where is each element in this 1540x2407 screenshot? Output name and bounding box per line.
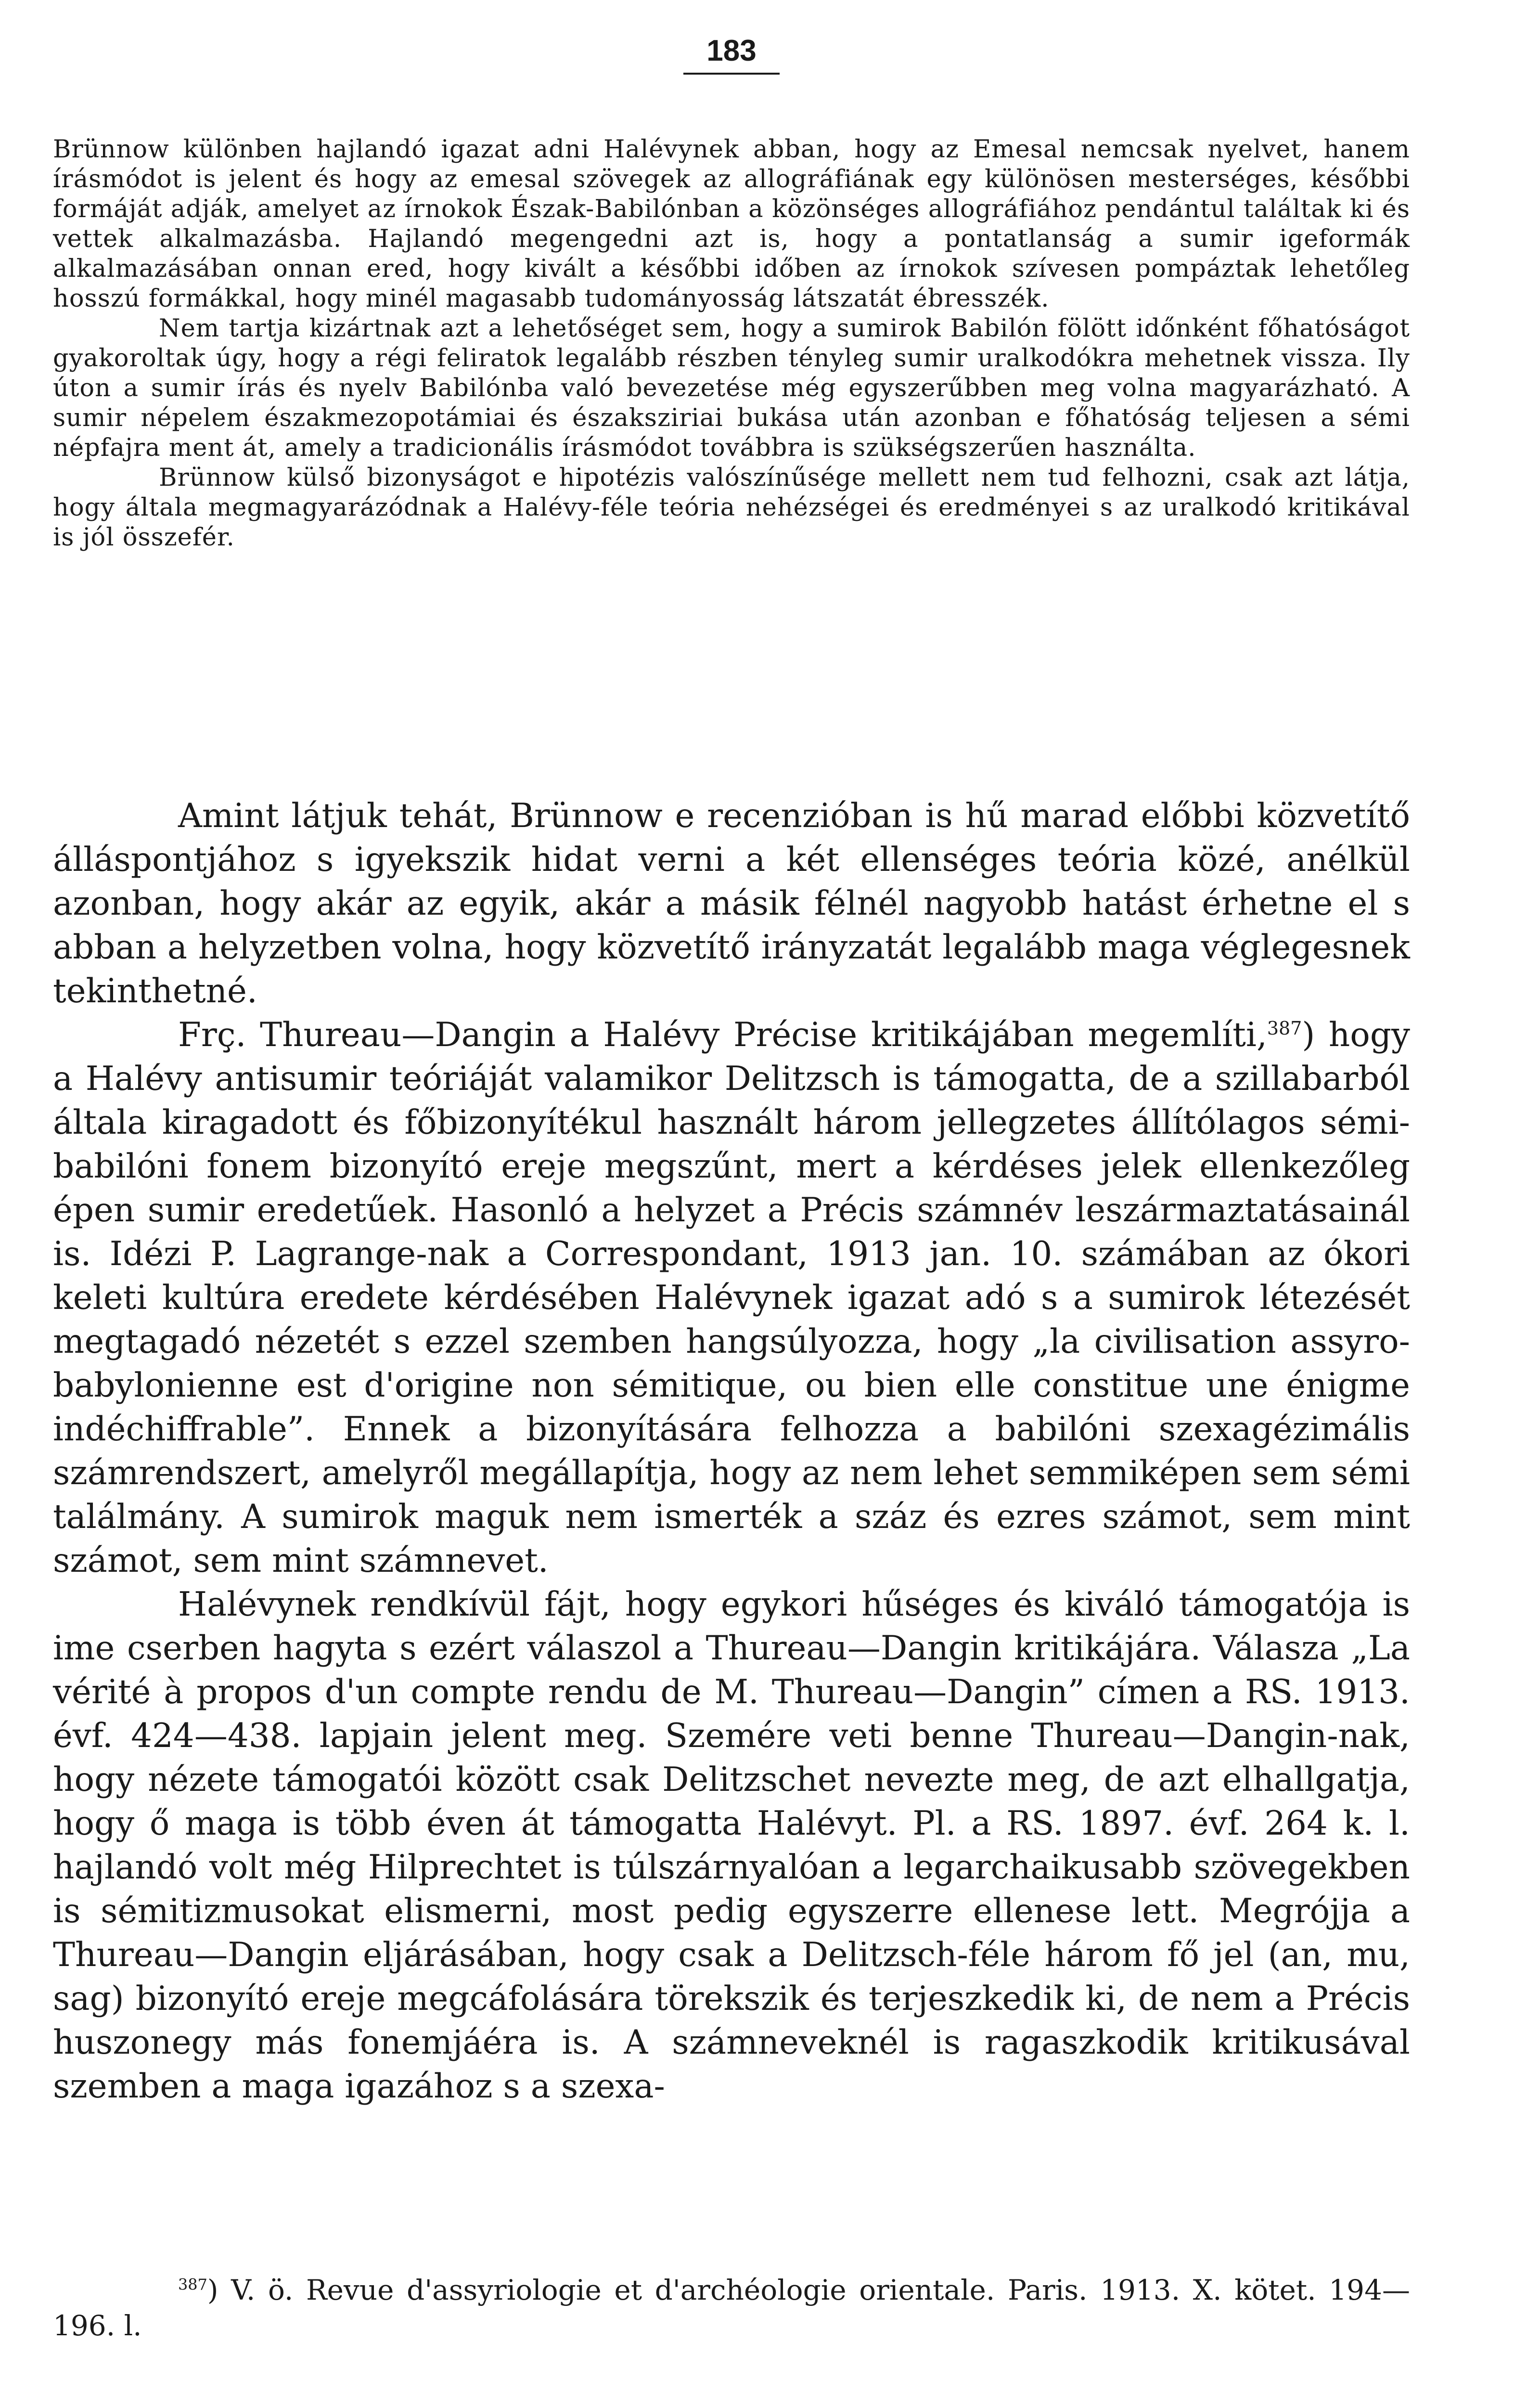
body-paragraph-2-rest: ) hogy a Halévy antisumir teóriáját valamikor Delitzsch is támogatta, de a szillabarból általa kiragadott és főbizonyítékul használt három jellegzetes állítólagos sémi-babilóni fonem bizonyító ereje megszűnt, mert a kérdéses jelek ellenkezőleg épen sumir eredetűek. Hasonló a helyzet a Précis számnév leszármaztatásainál is. Idézi P. Lagrange-nak a Correspondant, 1913 jan. 10. számában az ókori keleti kultúra eredete kérdésében Halévynek igazat adó s a sumirok létezését megtagadó nézetét s ezzel szemben hangsúlyozza, hogy „la civilisation assyro-babylonienne est d'origine non sémitique, ou bien elle constitue une énigme indéchiffrable”. Ennek a bizonyítására felhozza a babilóni szexagézimális számrendszert, amelyről megállapítja, hogy az nem lehet semmiképen sem sémi találmány. A sumirok maguk nem ismerték a száz és ezres számot, sem mint számot, sem mint számnevet. (53, 1016, 1411, 1580)
body-paragraph-1: Amint látjuk tehát, Brünnow e recenzióban is hű marad előbbi közvetítő álláspontjához s igyekszik hidat verni a két ellenséges teória közé, anélkül azonban, hogy akár az egyik, akár a másik félnél nagyobb hatást érhetne el s abban a helyzetben volna, hogy közvetítő irányzatát legalább maga véglegesnek tekinthetné. (53, 797, 1410, 1010)
footnote (53, 2272, 1410, 2343)
quoted-summary-block (53, 135, 1410, 553)
quote-paragraph-2: Nem tartja kizártnak azt a lehetőséget sem, hogy a sumirok Babilón fölött időnként főhatóságot gyakoroltak úgy, hogy a régi feliratok legalább részben tényleg sumir uralkodókra mehetnek vissza. Ily úton a sumir írás és nyelv Babilónba való bevezetése még egyszerűbben meg volna magyarázható. A sumir népelem északmezopotámiai és északsziriai bukása után azonban e főhatóság teljesen a sémi népfajra ment át, amely a tradicionális írásmódot továbbra is szükségszerűen használta. (53, 314, 1410, 462)
body-paragraph-3: Halévynek rendkívül fájt, hogy egykori hűséges és kiváló támogatója is ime cserben hagyta s ezért válaszol a Thureau—Dangin kritikájára. Válasza „La vérité à propos d'un compte rendu de M. Thureau—Dangin” címen a RS. 1913. évf. 424—438. lapjain jelent meg. Szemére veti benne Thureau—Dangin-nak, hogy nézete támogatói között csak Delitzschet nevezte meg, de azt elhallgatja, hogy ő maga is több éven át támogatta Halévyt. Pl. a RS. 1897. évf. 264 k. l. hajlandó volt még Hilprechtet is túlszárnyalóan a legarchaikusabb szövegekben is sémitizmusokat elismerni, most pedig egyszerre ellenese lett. Megrójja a Thureau—Dangin eljárásában, hogy csak a Delitzsch-féle három fő jel (an, mu, sag) bizonyító ereje megcáfolására törekszik és terjeszkedik ki, de nem a Précis huszonegy más fonemjáéra is. A számneveknél is ragaszkodik kritikusával szemben a maga igazához s a szexa- (53, 1585, 1410, 2106)
footnote-marker: 387 (178, 2275, 207, 2294)
page-number: 183 (683, 34, 780, 75)
footnote-text: ) V. ö. Revue d'assyriologie et d'archéologie orientale. Paris. 1913. X. kötet. 194—196. l. (53, 2274, 1410, 2342)
quote-paragraph-1: Brünnow különben hajlandó igazat adni Halévynek abban, hogy az Emesal nemcsak nyelvet, hanem írásmódot is jelent és hogy az emesal szövegek az allográfiának egy különösen mesterséges, későbbi formáját adják, amelyet az írnokok Észak-Babilónban a közönséges allográfiához pendántul találtak ki és vettek alkalmazásba. Hajlandó megengedni azt is, hogy a pontatlanság a sumir igeformák alkalmazásában onnan ered, hogy kivált a későbbi időben az írnokok szívesen pompáztak lehetőleg hosszú formákkal, hogy minél magasabb tudományosság látszatát ébresszék. (53, 135, 1410, 313)
body-paragraph-2 (53, 1013, 1410, 1583)
footnote-reference[interactable]: 387 (1267, 1018, 1302, 1039)
quote-paragraph-3: Brünnow külső bizonyságot e hipotézis valószínűsége mellett nem tud felhozni, csak azt látja, hogy általa megmagyarázódnak a Halévy-féle teória nehézségei és eredményei s az uralkodó kritikával is jól összefér. (53, 464, 1410, 552)
body-paragraph-2-start: Frç. Thureau—Dangin a Halévy Précise kritikájában megemlíti, (178, 1016, 1267, 1054)
main-body-text (53, 794, 1410, 2109)
